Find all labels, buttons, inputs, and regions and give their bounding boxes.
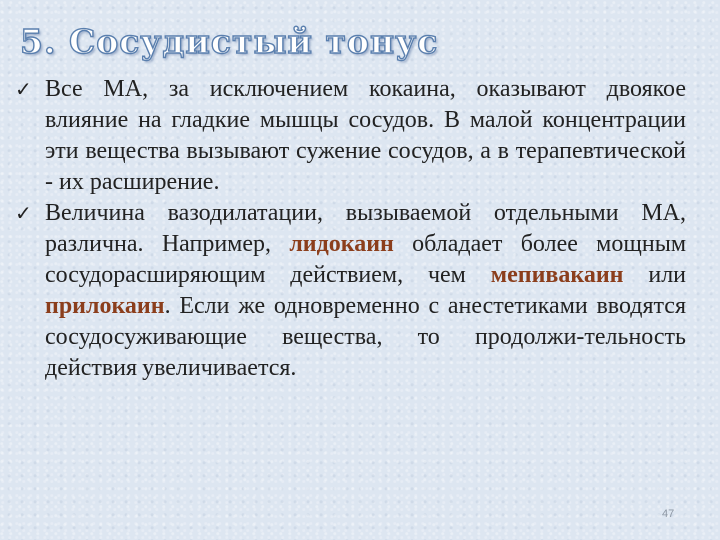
bullet-item-1 xyxy=(14,74,686,198)
bullet-text-1: Все МА, за исключением кокаина, оказывают двоякое влияние на гладкие мышцы сосудов. В малой концентрации эти вещества вызывают сужение сосудов, а в терапевтической - их расширение. xyxy=(45,76,686,195)
slide-content xyxy=(14,74,686,384)
bullet-text-2b: обладает более мощным сосудорасширяющим действием, чем xyxy=(45,231,687,288)
slide-title: 5. Сосудистый тонус xyxy=(20,22,439,61)
bullet-text-2c: или xyxy=(648,262,687,288)
checkmark-icon: ✓ xyxy=(15,201,32,225)
page-number: 47 xyxy=(662,508,675,520)
bullet-text-2d: . Если же одновременно с анестетиками вводятся сосудосуживающие вещества, то продолжи-тельность действия увеличивается. xyxy=(45,293,686,381)
drug-name-lidocaine: лидокаин xyxy=(289,231,394,257)
bullet-text-2a: Величина вазодилатации, вызываемой отдельными МА, различна. Например, xyxy=(45,200,686,257)
bullet-item-2 xyxy=(14,198,686,384)
drug-name-prilocaine: прилокаин xyxy=(45,293,165,319)
checkmark-icon: ✓ xyxy=(15,77,32,101)
drug-name-mepivacaine: мепивакаин xyxy=(490,262,624,288)
